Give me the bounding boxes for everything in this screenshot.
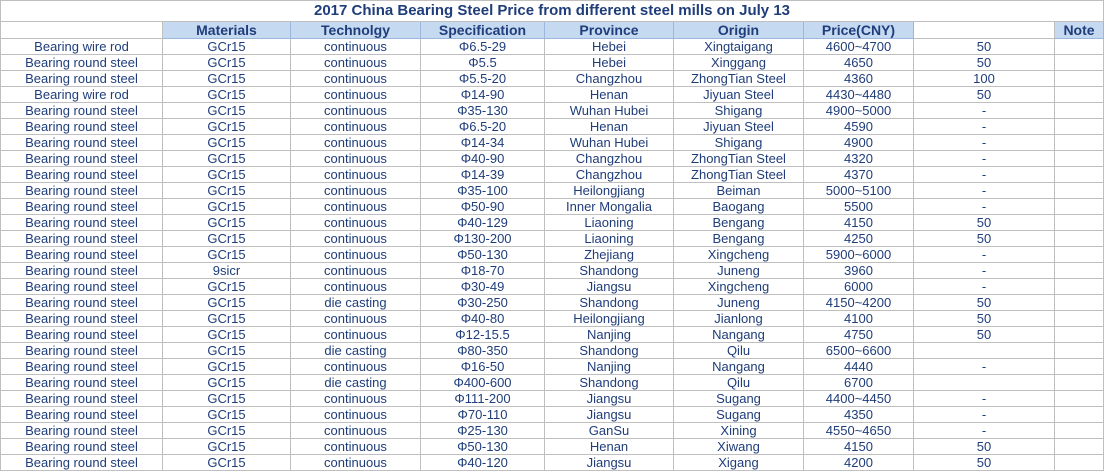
cell-price[interactable]: 4150 — [804, 439, 914, 455]
cell-item[interactable]: Bearing round steel — [1, 295, 163, 311]
header-specification[interactable]: Specification — [421, 22, 545, 39]
table-row — [1, 359, 1104, 375]
cell-item[interactable]: Bearing round steel — [1, 119, 163, 135]
cell-technology[interactable]: continuous — [291, 87, 421, 103]
cell-technology[interactable]: continuous — [291, 247, 421, 263]
cell-specification[interactable]: Φ30-49 — [421, 279, 545, 295]
header-change[interactable] — [914, 22, 1055, 39]
cell-note[interactable] — [1055, 55, 1104, 71]
cell-technology[interactable]: continuous — [291, 231, 421, 247]
table-row — [1, 39, 1104, 55]
cell-change[interactable]: 50 — [914, 311, 1055, 327]
cell-province[interactable]: Wuhan Hubei — [545, 135, 674, 151]
cell-price[interactable]: 4350 — [804, 407, 914, 423]
cell-note[interactable] — [1055, 327, 1104, 343]
cell-note[interactable] — [1055, 423, 1104, 439]
cell-note[interactable] — [1055, 231, 1104, 247]
cell-price[interactable]: 3960 — [804, 263, 914, 279]
cell-technology[interactable]: continuous — [291, 71, 421, 87]
cell-technology[interactable]: continuous — [291, 263, 421, 279]
cell-origin[interactable]: ZhongTian Steel — [674, 167, 804, 183]
cell-change[interactable]: - — [914, 279, 1055, 295]
cell-technology[interactable]: die casting — [291, 375, 421, 391]
table-row — [1, 295, 1104, 311]
cell-origin[interactable]: Jiyuan Steel — [674, 119, 804, 135]
cell-note[interactable] — [1055, 279, 1104, 295]
cell-material[interactable]: GCr15 — [163, 311, 291, 327]
cell-origin[interactable]: Nangang — [674, 327, 804, 343]
header-materials[interactable]: Materials — [163, 22, 291, 39]
cell-province[interactable]: Heilongjiang — [545, 311, 674, 327]
cell-material[interactable]: GCr15 — [163, 375, 291, 391]
cell-price[interactable]: 4150~4200 — [804, 295, 914, 311]
cell-change[interactable]: 50 — [914, 55, 1055, 71]
cell-price[interactable]: 4750 — [804, 327, 914, 343]
cell-item[interactable]: Bearing round steel — [1, 167, 163, 183]
cell-material[interactable]: GCr15 — [163, 231, 291, 247]
cell-item[interactable]: Bearing round steel — [1, 455, 163, 471]
cell-item[interactable]: Bearing round steel — [1, 247, 163, 263]
cell-province[interactable]: Nanjing — [545, 359, 674, 375]
cell-note[interactable] — [1055, 311, 1104, 327]
cell-note[interactable] — [1055, 263, 1104, 279]
table-row — [1, 71, 1104, 87]
cell-change[interactable]: 50 — [914, 87, 1055, 103]
cell-technology[interactable]: continuous — [291, 327, 421, 343]
cell-province[interactable]: GanSu — [545, 423, 674, 439]
cell-note[interactable] — [1055, 151, 1104, 167]
cell-price[interactable]: 4360 — [804, 71, 914, 87]
cell-price[interactable]: 5000~5100 — [804, 183, 914, 199]
cell-item[interactable]: Bearing round steel — [1, 423, 163, 439]
cell-technology[interactable]: continuous — [291, 311, 421, 327]
cell-origin[interactable]: Xingtaigang — [674, 39, 804, 55]
cell-note[interactable] — [1055, 183, 1104, 199]
cell-technology[interactable]: continuous — [291, 183, 421, 199]
cell-technology[interactable]: continuous — [291, 439, 421, 455]
cell-price[interactable]: 6700 — [804, 375, 914, 391]
table-row — [1, 407, 1104, 423]
cell-technology[interactable]: continuous — [291, 103, 421, 119]
table-row — [1, 247, 1104, 263]
cell-technology[interactable]: continuous — [291, 391, 421, 407]
cell-origin[interactable]: Xinggang — [674, 55, 804, 71]
cell-material[interactable]: GCr15 — [163, 279, 291, 295]
table-row — [1, 311, 1104, 327]
cell-origin[interactable]: Shigang — [674, 135, 804, 151]
header-item[interactable] — [1, 22, 163, 39]
cell-technology[interactable]: continuous — [291, 359, 421, 375]
cell-technology[interactable]: continuous — [291, 279, 421, 295]
cell-province[interactable]: Jiangsu — [545, 279, 674, 295]
cell-specification[interactable]: Φ40-120 — [421, 455, 545, 471]
cell-specification[interactable]: Φ80-350 — [421, 343, 545, 359]
cell-specification[interactable]: Φ14-39 — [421, 167, 545, 183]
cell-material[interactable]: GCr15 — [163, 183, 291, 199]
table-row — [1, 135, 1104, 151]
cell-origin[interactable]: Sugang — [674, 391, 804, 407]
cell-item[interactable]: Bearing round steel — [1, 71, 163, 87]
cell-item[interactable]: Bearing round steel — [1, 199, 163, 215]
cell-item[interactable]: Bearing round steel — [1, 103, 163, 119]
table-row — [1, 199, 1104, 215]
cell-origin[interactable]: Baogang — [674, 199, 804, 215]
table-row — [1, 167, 1104, 183]
cell-price[interactable]: 5500 — [804, 199, 914, 215]
cell-technology[interactable]: continuous — [291, 119, 421, 135]
cell-item[interactable]: Bearing wire rod — [1, 39, 163, 55]
cell-note[interactable] — [1055, 167, 1104, 183]
cell-note[interactable] — [1055, 359, 1104, 375]
cell-price[interactable]: 4250 — [804, 231, 914, 247]
cell-specification[interactable]: Φ5.5 — [421, 55, 545, 71]
cell-specification[interactable]: Φ40-129 — [421, 215, 545, 231]
cell-change[interactable] — [914, 343, 1055, 359]
cell-origin[interactable]: Shigang — [674, 103, 804, 119]
cell-specification[interactable]: Φ50-130 — [421, 247, 545, 263]
cell-price[interactable]: 4900~5000 — [804, 103, 914, 119]
table-title: 2017 China Bearing Steel Price from different steel mills on July 13 — [1, 1, 1104, 22]
cell-origin[interactable]: ZhongTian Steel — [674, 71, 804, 87]
cell-origin[interactable]: Jianlong — [674, 311, 804, 327]
cell-price[interactable]: 5900~6000 — [804, 247, 914, 263]
table-row — [1, 439, 1104, 455]
table-row — [1, 119, 1104, 135]
cell-change[interactable]: 50 — [914, 231, 1055, 247]
cell-price[interactable]: 4400~4450 — [804, 391, 914, 407]
cell-material[interactable]: GCr15 — [163, 167, 291, 183]
cell-change[interactable]: 50 — [914, 455, 1055, 471]
cell-item[interactable]: Bearing round steel — [1, 311, 163, 327]
cell-material[interactable]: GCr15 — [163, 71, 291, 87]
cell-price[interactable]: 4150 — [804, 215, 914, 231]
table-row — [1, 375, 1104, 391]
title-row — [1, 1, 1104, 22]
cell-material[interactable]: GCr15 — [163, 119, 291, 135]
cell-price[interactable]: 4370 — [804, 167, 914, 183]
cell-specification[interactable]: Φ40-90 — [421, 151, 545, 167]
cell-province[interactable]: Liaoning — [545, 231, 674, 247]
cell-technology[interactable]: continuous — [291, 215, 421, 231]
table-row — [1, 231, 1104, 247]
cell-origin[interactable]: Xiwang — [674, 439, 804, 455]
cell-province[interactable]: Jiangsu — [545, 407, 674, 423]
cell-change[interactable]: - — [914, 135, 1055, 151]
cell-origin[interactable]: Qilu — [674, 375, 804, 391]
table-row — [1, 279, 1104, 295]
cell-price[interactable]: 4100 — [804, 311, 914, 327]
cell-material[interactable]: GCr15 — [163, 103, 291, 119]
cell-item[interactable]: Bearing round steel — [1, 391, 163, 407]
cell-material[interactable]: GCr15 — [163, 199, 291, 215]
cell-item[interactable]: Bearing round steel — [1, 343, 163, 359]
cell-note[interactable] — [1055, 343, 1104, 359]
cell-item[interactable]: Bearing round steel — [1, 135, 163, 151]
cell-price[interactable]: 4440 — [804, 359, 914, 375]
cell-change[interactable]: - — [914, 423, 1055, 439]
cell-province[interactable]: Henan — [545, 119, 674, 135]
header-province[interactable]: Province — [545, 22, 674, 39]
cell-specification[interactable]: Φ14-34 — [421, 135, 545, 151]
table-row — [1, 455, 1104, 471]
cell-technology[interactable]: continuous — [291, 55, 421, 71]
cell-province[interactable]: Shandong — [545, 263, 674, 279]
cell-note[interactable] — [1055, 103, 1104, 119]
cell-material[interactable]: GCr15 — [163, 215, 291, 231]
cell-specification[interactable]: Φ12-15.5 — [421, 327, 545, 343]
cell-material[interactable]: GCr15 — [163, 295, 291, 311]
cell-item[interactable]: Bearing round steel — [1, 231, 163, 247]
cell-province[interactable]: Henan — [545, 439, 674, 455]
table-row — [1, 103, 1104, 119]
cell-specification[interactable]: Φ5.5-20 — [421, 71, 545, 87]
cell-note[interactable] — [1055, 119, 1104, 135]
table-row — [1, 55, 1104, 71]
cell-origin[interactable]: Xining — [674, 423, 804, 439]
cell-province[interactable]: Liaoning — [545, 215, 674, 231]
cell-specification[interactable]: Φ14-90 — [421, 87, 545, 103]
cell-note[interactable] — [1055, 135, 1104, 151]
cell-technology[interactable]: continuous — [291, 199, 421, 215]
cell-technology[interactable]: continuous — [291, 167, 421, 183]
cell-origin[interactable]: Beiman — [674, 183, 804, 199]
cell-change[interactable]: - — [914, 359, 1055, 375]
cell-technology[interactable]: continuous — [291, 39, 421, 55]
cell-specification[interactable]: Φ50-130 — [421, 439, 545, 455]
cell-material[interactable]: GCr15 — [163, 423, 291, 439]
cell-price[interactable]: 4650 — [804, 55, 914, 71]
cell-technology[interactable]: continuous — [291, 151, 421, 167]
cell-technology[interactable]: die casting — [291, 343, 421, 359]
cell-change[interactable]: - — [914, 119, 1055, 135]
cell-origin[interactable]: Xingcheng — [674, 279, 804, 295]
cell-note[interactable] — [1055, 71, 1104, 87]
cell-material[interactable]: GCr15 — [163, 327, 291, 343]
cell-note[interactable] — [1055, 199, 1104, 215]
cell-origin[interactable]: Sugang — [674, 407, 804, 423]
cell-note[interactable] — [1055, 391, 1104, 407]
cell-material[interactable]: GCr15 — [163, 55, 291, 71]
cell-origin[interactable]: Bengang — [674, 215, 804, 231]
cell-note[interactable] — [1055, 247, 1104, 263]
cell-province[interactable]: Shandong — [545, 295, 674, 311]
cell-province[interactable]: Changzhou — [545, 167, 674, 183]
cell-specification[interactable]: Φ25-130 — [421, 423, 545, 439]
cell-price[interactable]: 6500~6600 — [804, 343, 914, 359]
cell-technology[interactable]: continuous — [291, 407, 421, 423]
cell-province[interactable]: Changzhou — [545, 151, 674, 167]
cell-change[interactable]: - — [914, 167, 1055, 183]
table-row — [1, 215, 1104, 231]
cell-origin[interactable]: Juneng — [674, 295, 804, 311]
cell-material[interactable]: GCr15 — [163, 407, 291, 423]
cell-change[interactable]: 100 — [914, 71, 1055, 87]
cell-price[interactable]: 4430~4480 — [804, 87, 914, 103]
cell-material[interactable]: GCr15 — [163, 343, 291, 359]
cell-note[interactable] — [1055, 407, 1104, 423]
cell-price[interactable]: 4590 — [804, 119, 914, 135]
cell-change[interactable]: 50 — [914, 327, 1055, 343]
header-technology[interactable]: Technolgy — [291, 22, 421, 39]
cell-origin[interactable]: Qilu — [674, 343, 804, 359]
cell-specification[interactable]: Φ6.5-20 — [421, 119, 545, 135]
cell-change[interactable]: 50 — [914, 39, 1055, 55]
cell-price[interactable]: 4550~4650 — [804, 423, 914, 439]
table-row — [1, 391, 1104, 407]
cell-province[interactable]: Shandong — [545, 343, 674, 359]
cell-specification[interactable]: Φ35-130 — [421, 103, 545, 119]
cell-province[interactable]: Jiangsu — [545, 391, 674, 407]
cell-material[interactable]: GCr15 — [163, 247, 291, 263]
cell-item[interactable]: Bearing round steel — [1, 151, 163, 167]
cell-item[interactable]: Bearing round steel — [1, 279, 163, 295]
cell-change[interactable]: - — [914, 151, 1055, 167]
cell-province[interactable]: Nanjing — [545, 327, 674, 343]
cell-note[interactable] — [1055, 439, 1104, 455]
cell-province[interactable]: Changzhou — [545, 71, 674, 87]
cell-note[interactable] — [1055, 215, 1104, 231]
cell-material[interactable]: GCr15 — [163, 39, 291, 55]
cell-province[interactable]: Henan — [545, 87, 674, 103]
cell-technology[interactable]: continuous — [291, 423, 421, 439]
cell-material[interactable]: GCr15 — [163, 151, 291, 167]
cell-change[interactable]: 50 — [914, 295, 1055, 311]
header-note[interactable]: Note — [1055, 22, 1104, 39]
cell-specification[interactable]: Φ18-70 — [421, 263, 545, 279]
cell-material[interactable]: 9sicr — [163, 263, 291, 279]
cell-note[interactable] — [1055, 375, 1104, 391]
cell-item[interactable]: Bearing round steel — [1, 407, 163, 423]
cell-specification[interactable]: Φ130-200 — [421, 231, 545, 247]
cell-item[interactable]: Bearing wire rod — [1, 87, 163, 103]
cell-specification[interactable]: Φ30-250 — [421, 295, 545, 311]
cell-item[interactable]: Bearing round steel — [1, 215, 163, 231]
cell-material[interactable]: GCr15 — [163, 135, 291, 151]
header-price[interactable]: Price(CNY) — [804, 22, 914, 39]
cell-specification[interactable]: Φ70-110 — [421, 407, 545, 423]
header-origin[interactable]: Origin — [674, 22, 804, 39]
cell-province[interactable]: Wuhan Hubei — [545, 103, 674, 119]
cell-material[interactable]: GCr15 — [163, 359, 291, 375]
cell-specification[interactable]: Φ400-600 — [421, 375, 545, 391]
cell-specification[interactable]: Φ50-90 — [421, 199, 545, 215]
cell-province[interactable]: Shandong — [545, 375, 674, 391]
cell-change[interactable]: - — [914, 407, 1055, 423]
cell-change[interactable]: - — [914, 391, 1055, 407]
cell-note[interactable] — [1055, 87, 1104, 103]
cell-province[interactable]: Inner Mongalia — [545, 199, 674, 215]
table-row — [1, 343, 1104, 359]
cell-item[interactable]: Bearing round steel — [1, 439, 163, 455]
table-row — [1, 327, 1104, 343]
cell-province[interactable]: Hebei — [545, 55, 674, 71]
table-row — [1, 87, 1104, 103]
cell-note[interactable] — [1055, 455, 1104, 471]
cell-change[interactable]: 50 — [914, 439, 1055, 455]
cell-price[interactable]: 6000 — [804, 279, 914, 295]
cell-technology[interactable]: continuous — [291, 135, 421, 151]
cell-specification[interactable]: Φ111-200 — [421, 391, 545, 407]
cell-specification[interactable]: Φ35-100 — [421, 183, 545, 199]
cell-price[interactable]: 4900 — [804, 135, 914, 151]
cell-material[interactable]: GCr15 — [163, 439, 291, 455]
cell-price[interactable]: 4600~4700 — [804, 39, 914, 55]
cell-origin[interactable]: Juneng — [674, 263, 804, 279]
cell-specification[interactable]: Φ6.5-29 — [421, 39, 545, 55]
cell-price[interactable]: 4320 — [804, 151, 914, 167]
cell-change[interactable]: - — [914, 199, 1055, 215]
cell-item[interactable]: Bearing round steel — [1, 327, 163, 343]
cell-specification[interactable]: Φ16-50 — [421, 359, 545, 375]
cell-item[interactable]: Bearing round steel — [1, 359, 163, 375]
cell-origin[interactable]: Nangang — [674, 359, 804, 375]
cell-technology[interactable]: die casting — [291, 295, 421, 311]
cell-origin[interactable]: ZhongTian Steel — [674, 151, 804, 167]
cell-change[interactable]: - — [914, 103, 1055, 119]
cell-origin[interactable]: Xingcheng — [674, 247, 804, 263]
cell-change[interactable]: 50 — [914, 215, 1055, 231]
cell-item[interactable]: Bearing round steel — [1, 263, 163, 279]
cell-change[interactable]: - — [914, 263, 1055, 279]
cell-material[interactable]: GCr15 — [163, 455, 291, 471]
cell-price[interactable]: 4200 — [804, 455, 914, 471]
cell-material[interactable]: GCr15 — [163, 391, 291, 407]
cell-specification[interactable]: Φ40-80 — [421, 311, 545, 327]
cell-province[interactable]: Heilongjiang — [545, 183, 674, 199]
cell-province[interactable]: Jiangsu — [545, 455, 674, 471]
cell-change[interactable]: - — [914, 183, 1055, 199]
cell-item[interactable]: Bearing round steel — [1, 55, 163, 71]
cell-material[interactable]: GCr15 — [163, 87, 291, 103]
cell-province[interactable]: Zhejiang — [545, 247, 674, 263]
cell-item[interactable]: Bearing round steel — [1, 375, 163, 391]
cell-change[interactable]: - — [914, 247, 1055, 263]
cell-origin[interactable]: Jiyuan Steel — [674, 87, 804, 103]
cell-change[interactable] — [914, 375, 1055, 391]
cell-origin[interactable]: Xigang — [674, 455, 804, 471]
cell-item[interactable]: Bearing round steel — [1, 183, 163, 199]
cell-origin[interactable]: Bengang — [674, 231, 804, 247]
cell-note[interactable] — [1055, 39, 1104, 55]
cell-technology[interactable]: continuous — [291, 455, 421, 471]
table-row — [1, 151, 1104, 167]
cell-province[interactable]: Hebei — [545, 39, 674, 55]
table-row — [1, 263, 1104, 279]
table-row — [1, 423, 1104, 439]
cell-note[interactable] — [1055, 295, 1104, 311]
table-row — [1, 183, 1104, 199]
header-row — [1, 22, 1104, 39]
